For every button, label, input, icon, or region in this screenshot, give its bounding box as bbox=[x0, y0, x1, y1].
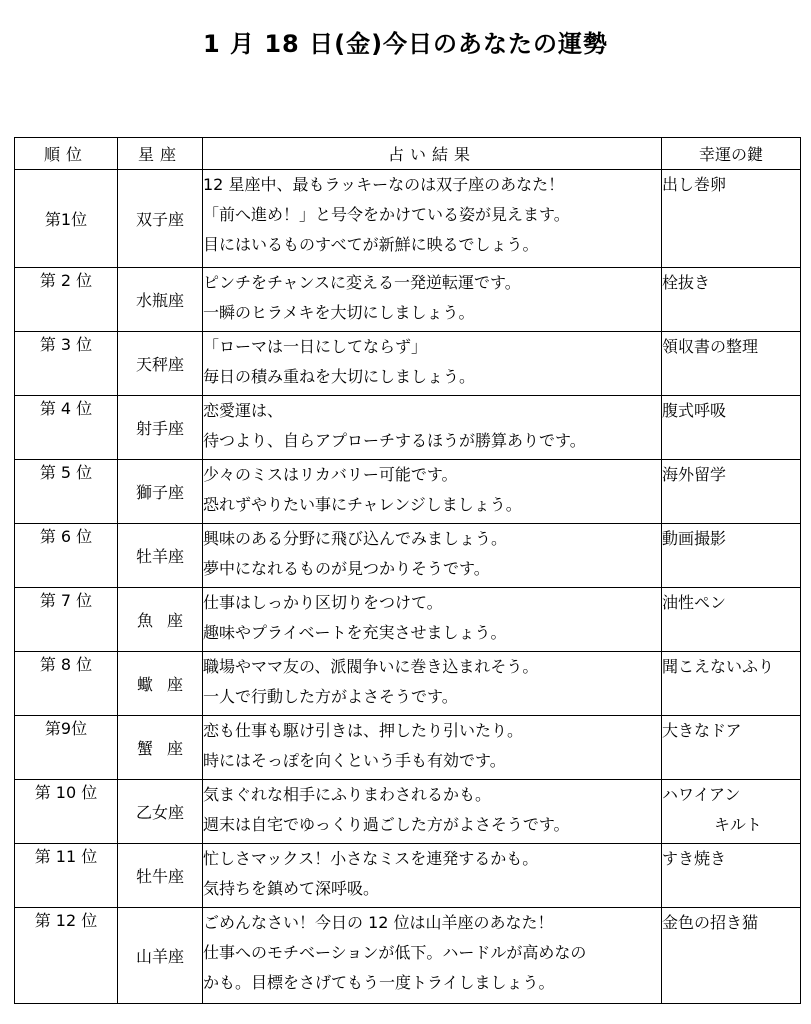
key-cell bbox=[662, 524, 801, 588]
sign-cell: 乙女座 bbox=[118, 780, 203, 844]
key-cell bbox=[662, 268, 801, 332]
result-line: 「ローマは一日にしてならず」 bbox=[203, 337, 428, 356]
result-cell bbox=[203, 268, 662, 332]
table-row bbox=[15, 908, 801, 1004]
result-line: 興味のある分野に飛び込んでみましょう。 bbox=[203, 529, 508, 548]
key-cell bbox=[662, 396, 801, 460]
result-cell bbox=[203, 652, 662, 716]
result-cell bbox=[203, 844, 662, 908]
result-line: 一瞬のヒラメキを大切にしましょう。 bbox=[203, 303, 475, 322]
rank-cell: 第 11 位 bbox=[15, 844, 118, 908]
result-line: 気持ちを鎮めて深呼吸。 bbox=[203, 879, 380, 898]
key-cell bbox=[662, 332, 801, 396]
result-cell bbox=[203, 908, 662, 1004]
sign-cell: 射手座 bbox=[118, 396, 203, 460]
header-key: 幸運の鍵 bbox=[662, 138, 801, 170]
table-row bbox=[15, 780, 801, 844]
table-row bbox=[15, 524, 801, 588]
sign-cell: 蟹座 bbox=[118, 716, 203, 780]
result-line: 少々のミスはリカバリー可能です。 bbox=[203, 465, 458, 484]
result-line: 職場やママ友の、派閥争いに巻き込まれそう。 bbox=[203, 657, 539, 676]
key-line: キルト bbox=[714, 815, 762, 834]
result-line: 趣味やプライベートを充実させましょう。 bbox=[203, 623, 507, 642]
result-line: ごめんなさい！今日の 12 位は山羊座のあなた！ bbox=[203, 913, 554, 932]
key-cell bbox=[662, 588, 801, 652]
key-line: すき焼き bbox=[662, 849, 727, 868]
table-header-row bbox=[15, 138, 801, 170]
result-line: 12 星座中、最もラッキーなのは双子座のあなた！ bbox=[203, 175, 565, 194]
table-row bbox=[15, 716, 801, 780]
result-line: 気まぐれな相手にふりまわされるかも。 bbox=[203, 785, 492, 804]
key-cell bbox=[662, 908, 801, 1004]
key-cell bbox=[662, 652, 801, 716]
result-line: 恋も仕事も駆け引きは、押したり引いたり。 bbox=[203, 721, 524, 740]
rank-cell: 第 8 位 bbox=[15, 652, 118, 716]
result-cell bbox=[203, 524, 662, 588]
result-line: 夢中になれるものが見つかりそうです。 bbox=[203, 559, 490, 578]
result-cell bbox=[203, 332, 662, 396]
result-line: 週末は自宅でゆっくり過ごした方がよさそうです。 bbox=[203, 815, 570, 834]
table-row bbox=[15, 170, 801, 268]
key-line: 領収書の整理 bbox=[662, 337, 759, 356]
key-cell bbox=[662, 844, 801, 908]
result-cell bbox=[203, 588, 662, 652]
result-line: 一人で行動した方がよさそうです。 bbox=[203, 687, 458, 706]
result-cell bbox=[203, 170, 662, 268]
rank-cell: 第 4 位 bbox=[15, 396, 118, 460]
key-line: 栓抜き bbox=[662, 273, 711, 292]
key-line: 大きなドア bbox=[662, 721, 742, 740]
horoscope-table bbox=[14, 137, 801, 1004]
header-result: 占い結果 bbox=[203, 138, 662, 170]
key-line: ハワイアン bbox=[662, 785, 741, 804]
key-line: 金色の招き猫 bbox=[662, 913, 759, 932]
key-line: 腹式呼吸 bbox=[662, 401, 727, 420]
result-line: 恐れずやりたい事にチャレンジしましょう。 bbox=[203, 495, 522, 514]
rank-cell: 第 12 位 bbox=[15, 908, 118, 1004]
key-cell bbox=[662, 170, 801, 268]
key-cell bbox=[662, 780, 801, 844]
sign-cell: 蠍座 bbox=[118, 652, 203, 716]
header-sign: 星座 bbox=[118, 138, 203, 170]
sign-cell: 天秤座 bbox=[118, 332, 203, 396]
result-line: 仕事へのモチベーションが低下。ハードルが高めなの bbox=[203, 943, 587, 962]
result-line: 毎日の積み重ねを大切にしましょう。 bbox=[203, 367, 476, 386]
rank-cell: 第 5 位 bbox=[15, 460, 118, 524]
sign-cell: 魚座 bbox=[118, 588, 203, 652]
key-line: 聞こえないふり bbox=[662, 657, 775, 676]
table-row bbox=[15, 396, 801, 460]
rank-cell: 第 7 位 bbox=[15, 588, 118, 652]
result-line: かも。目標をさげてもう一度トライしましょう。 bbox=[203, 973, 555, 992]
table-row bbox=[15, 588, 801, 652]
key-cell bbox=[662, 716, 801, 780]
key-line: 出し巻卵 bbox=[662, 175, 727, 194]
result-line: 「前へ進め！」と号令をかけている姿が見えます。 bbox=[203, 205, 570, 224]
result-line: 恋愛運は、 bbox=[203, 401, 284, 420]
sign-cell: 水瓶座 bbox=[118, 268, 203, 332]
result-line: 目にはいるものすべてが新鮮に映るでしょう。 bbox=[203, 235, 539, 254]
result-line: 時にはそっぽを向くという手も有効です。 bbox=[203, 751, 506, 770]
header-rank: 順位 bbox=[15, 138, 118, 170]
rank-cell: 第 2 位 bbox=[15, 268, 118, 332]
sign-cell: 獅子座 bbox=[118, 460, 203, 524]
key-line: 海外留学 bbox=[662, 465, 727, 484]
sign-cell: 山羊座 bbox=[118, 908, 203, 1004]
sign-cell: 牡牛座 bbox=[118, 844, 203, 908]
rank-cell: 第1位 bbox=[15, 170, 118, 268]
result-line: 待つより、自らアプローチするほうが勝算ありです。 bbox=[203, 431, 586, 450]
table-row bbox=[15, 332, 801, 396]
rank-cell: 第 10 位 bbox=[15, 780, 118, 844]
rank-cell: 第 6 位 bbox=[15, 524, 118, 588]
table-row bbox=[15, 460, 801, 524]
result-line: 忙しさマックス！小さなミスを連発するかも。 bbox=[203, 849, 539, 868]
result-line: ピンチをチャンスに変える一発逆転運です。 bbox=[203, 273, 521, 292]
page-title: 1 月 18 日(金)今日のあなたの運勢 bbox=[202, 30, 609, 58]
table-row bbox=[15, 652, 801, 716]
sign-cell: 牡羊座 bbox=[118, 524, 203, 588]
result-cell bbox=[203, 716, 662, 780]
result-line: 仕事はしっかり区切りをつけて。 bbox=[203, 593, 443, 612]
key-line: 油性ペン bbox=[662, 593, 727, 612]
sign-cell: 双子座 bbox=[118, 170, 203, 268]
table-row bbox=[15, 844, 801, 908]
table-row bbox=[15, 268, 801, 332]
rank-cell: 第 3 位 bbox=[15, 332, 118, 396]
key-line: 動画撮影 bbox=[662, 529, 727, 548]
rank-cell: 第9位 bbox=[15, 716, 118, 780]
result-cell bbox=[203, 396, 662, 460]
key-cell bbox=[662, 460, 801, 524]
result-cell bbox=[203, 780, 662, 844]
result-cell bbox=[203, 460, 662, 524]
